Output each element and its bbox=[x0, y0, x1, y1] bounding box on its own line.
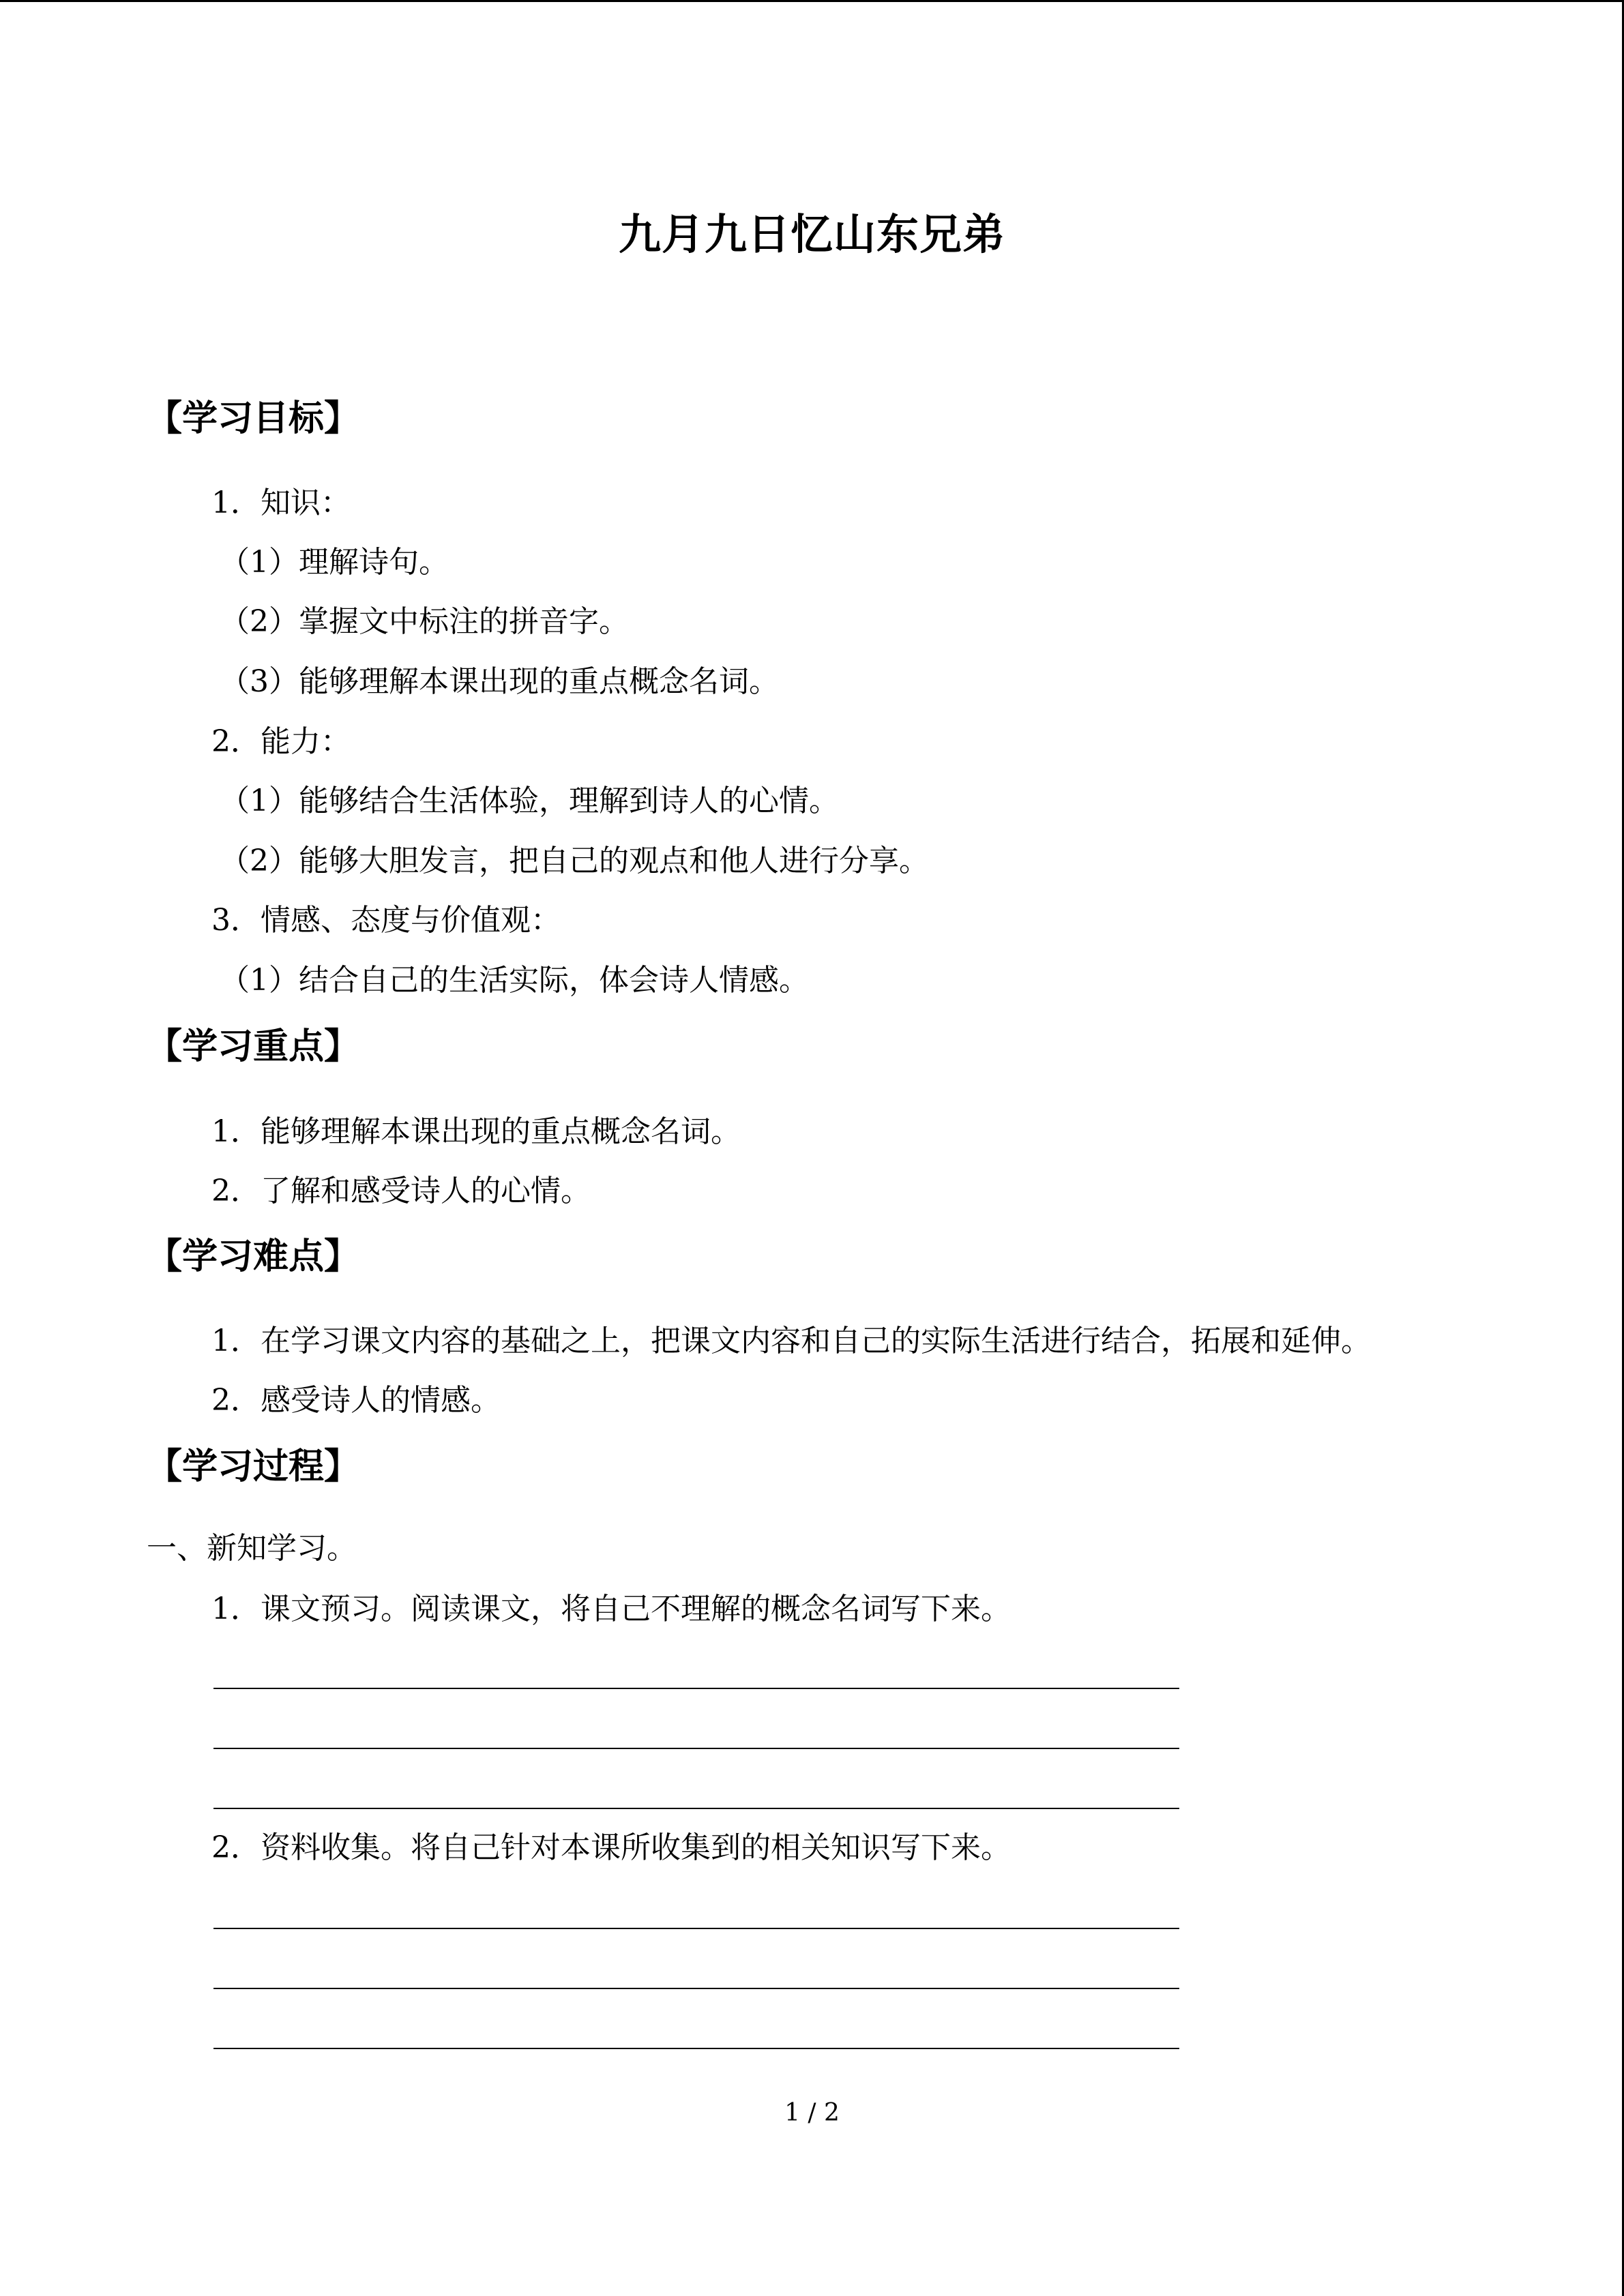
objective-item: （2）能够大胆发言，把自己的观点和他人进行分享。 bbox=[220, 844, 929, 878]
key-point-item: 1．能够理解本课出现的重点概念名词。 bbox=[211, 1114, 741, 1149]
page-number: 1 / 2 bbox=[784, 2099, 840, 2127]
answer-line[interactable] bbox=[213, 1928, 1179, 1929]
answer-line[interactable] bbox=[213, 1688, 1179, 1689]
objectives-heading: 【学习目标】 bbox=[147, 398, 360, 439]
answer-line[interactable] bbox=[213, 1748, 1179, 1749]
objective-item: （1）结合自己的生活实际，体会诗人情感。 bbox=[220, 963, 809, 998]
task-two-text: 2．资料收集。将自己针对本课所收集到的相关知识写下来。 bbox=[211, 1830, 1011, 1865]
answer-line[interactable] bbox=[213, 1988, 1179, 1989]
section-one-title: 一、新知学习。 bbox=[147, 1531, 357, 1566]
process-heading: 【学习过程】 bbox=[147, 1446, 360, 1487]
objective-item: （3）能够理解本课出现的重点概念名词。 bbox=[220, 664, 779, 699]
objective-item: 3．情感、态度与价值观： bbox=[211, 903, 561, 938]
key-point-item: 2．了解和感受诗人的心情。 bbox=[211, 1174, 591, 1208]
objective-item: 1．知识： bbox=[211, 486, 351, 520]
difficulties-heading: 【学习难点】 bbox=[147, 1236, 360, 1277]
objective-item: （1）能够结合生活体验，理解到诗人的心情。 bbox=[220, 784, 839, 818]
task-one-text: 1．课文预习。阅读课文，将自己不理解的概念名词写下来。 bbox=[211, 1592, 1011, 1626]
page-border-top bbox=[0, 0, 1624, 2]
difficulty-item: 2．感受诗人的情感。 bbox=[211, 1383, 501, 1418]
objective-item: （1）理解诗句。 bbox=[220, 545, 449, 580]
answer-line[interactable] bbox=[213, 2048, 1179, 2049]
key-points-heading: 【学习重点】 bbox=[147, 1026, 360, 1067]
objective-item: （2）掌握文中标注的拼音字。 bbox=[220, 604, 629, 639]
answer-line[interactable] bbox=[213, 1808, 1179, 1809]
objective-item: 2．能力： bbox=[211, 724, 351, 759]
difficulty-item: 1．在学习课文内容的基础之上，把课文内容和自己的实际生活进行结合，拓展和延伸。 bbox=[211, 1324, 1371, 1358]
page-title: 九月九日忆山东兄弟 bbox=[618, 209, 1005, 259]
